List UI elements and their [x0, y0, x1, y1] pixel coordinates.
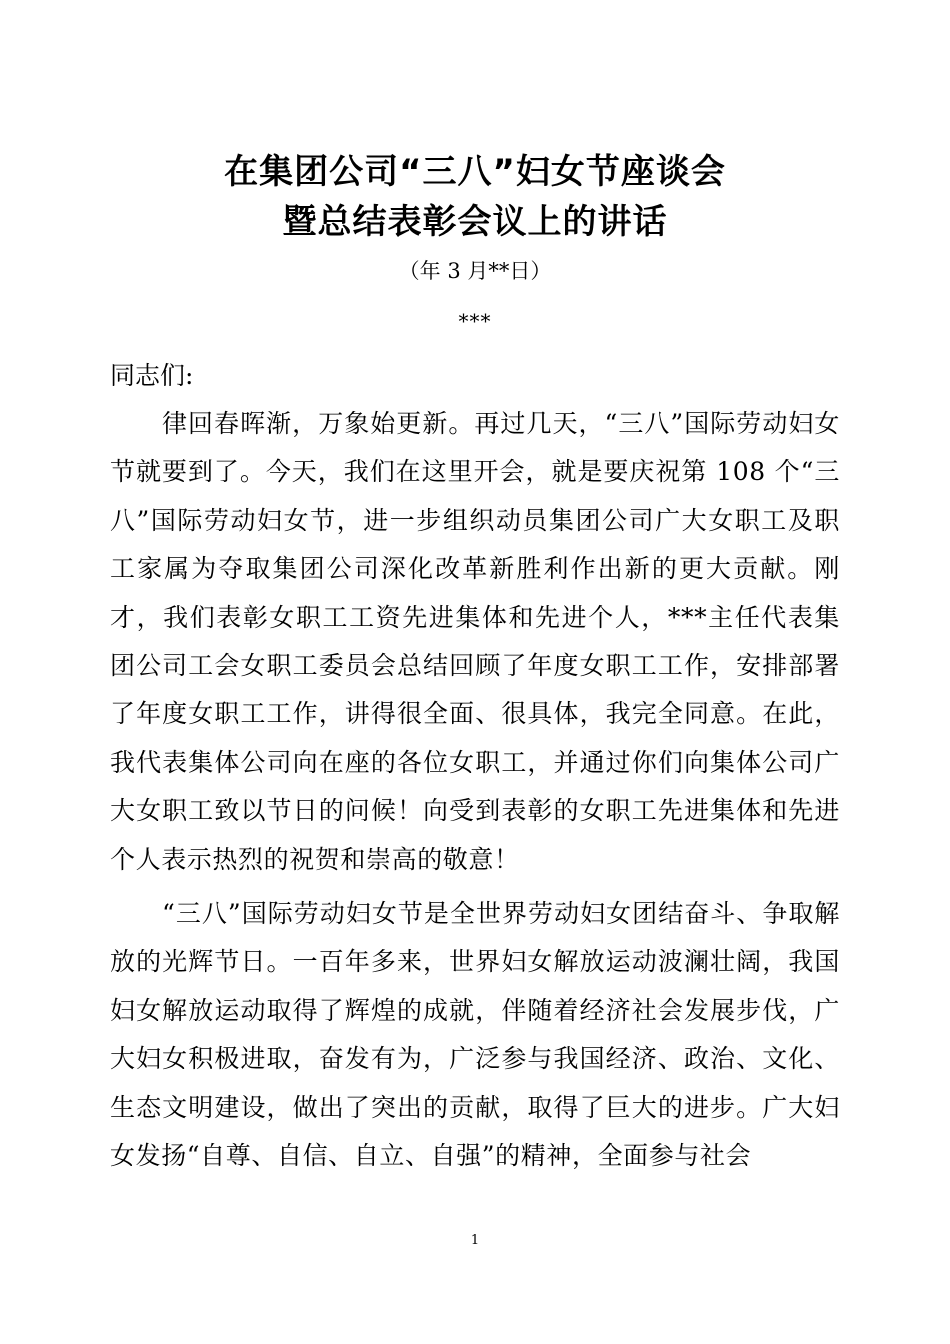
document-title-line-2: 暨总结表彰会议上的讲话	[282, 202, 668, 242]
speaker-name: ***	[458, 309, 492, 333]
greeting: 同志们:	[110, 361, 194, 390]
document-title-line-1: 在集团公司“三八”妇女节座谈会	[224, 152, 726, 192]
speech-date: （年 3 月**日）	[398, 259, 552, 283]
page-number: 1	[470, 1233, 480, 1248]
body-paragraph-1: 律回春晖渐，万象始更新。再过几天，“三八”国际劳动妇女节就要到了。今天，我们在这里开会，就是要庆祝第 108 个“三八”国际劳动妇女节，进一步组织动员集团公司广大女职工及职工家属为夺取集团公司深化改革新胜利作出新的更大贡献。刚才，我们表彰女职工工资先进集体和先进个人，***主任代表集团公司工会女职工委员会总结回顾了年度女职工工作，安排部署了年度女职工工作，讲得很全面、很具体，我完全同意。在此，我代表集体公司向在座的各位女职工，并通过你们向集体公司广大女职工致以节日的问候！向受到表彰的女职工先进集体和先进个人表示热烈的祝贺和崇高的敬意！	[110, 409, 840, 874]
body-paragraph-2: “三八”国际劳动妇女节是全世界劳动妇女团结奋斗、争取解放的光辉节日。一百年多来，世界妇女解放运动波澜壮阔，我国妇女解放运动取得了辉煌的成就，伴随着经济社会发展步伐，广大妇女积极进取，奋发有为，广泛参与我国经济、政治、文化、生态文明建设，做出了突出的贡献，取得了巨大的进步。广大妇女发扬“自尊、自信、自立、自强”的精神，全面参与社会	[110, 899, 840, 1171]
